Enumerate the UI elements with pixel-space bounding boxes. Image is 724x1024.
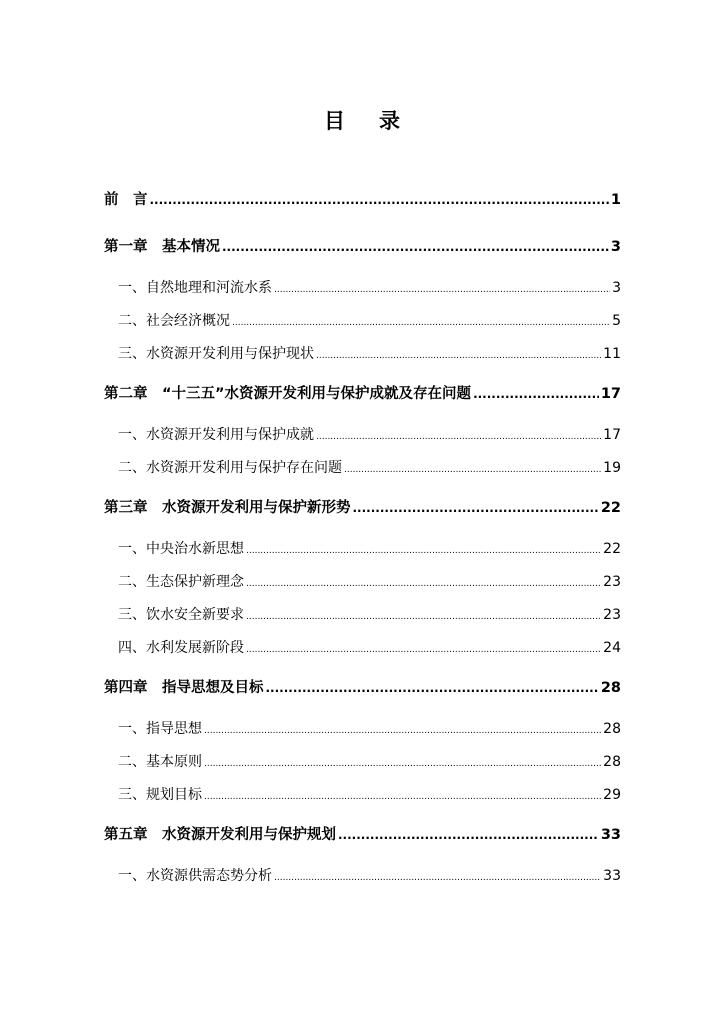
toc-entry-page: 17 xyxy=(603,427,621,443)
toc-entry-page: 24 xyxy=(603,640,621,656)
toc-entry-label: 二、生态保护新理念 xyxy=(118,574,244,590)
toc-entry-section-4-3[interactable] xyxy=(118,784,621,806)
toc-entry-chapter-1[interactable] xyxy=(104,236,621,258)
toc-entry-label: 第二章 “十三五”水资源开发利用与保护成就及存在问题 xyxy=(104,386,472,402)
toc-title-char-2: 录 xyxy=(379,109,400,133)
toc-entry-label: 三、饮水安全新要求 xyxy=(118,607,244,623)
toc-entry-label: 一、自然地理和河流水系 xyxy=(118,280,272,296)
toc-entry-label: 二、基本原则 xyxy=(118,754,202,770)
toc-title-char-1: 目 xyxy=(324,109,345,133)
toc-entry-section-1-1[interactable] xyxy=(118,277,621,299)
toc-entry-page: 22 xyxy=(600,500,621,516)
dot-leader xyxy=(204,786,601,808)
dot-leader xyxy=(246,540,601,562)
toc-entry-page: 28 xyxy=(600,680,621,696)
dot-leader xyxy=(353,497,599,519)
toc-entry-chapter-2[interactable] xyxy=(104,383,621,405)
toc-entry-section-3-4[interactable] xyxy=(118,637,621,659)
toc-entry-label: 三、规划目标 xyxy=(118,787,202,803)
dot-leader xyxy=(274,279,610,301)
toc-entry-label: 三、水资源开发利用与保护现状 xyxy=(118,346,314,362)
toc-entry-label: 第五章 水资源开发利用与保护规划 xyxy=(104,827,336,843)
toc-entry-label: 二、水资源开发利用与保护存在问题 xyxy=(118,460,342,476)
toc-entry-page: 33 xyxy=(603,868,621,884)
toc-entry-page: 1 xyxy=(610,192,621,208)
toc-entry-section-2-1[interactable] xyxy=(118,424,621,446)
toc-entry-page: 22 xyxy=(603,541,621,557)
toc-entry-chapter-4[interactable] xyxy=(104,677,621,699)
toc-entry-page: 17 xyxy=(600,386,621,402)
toc-entry-page: 19 xyxy=(603,460,621,476)
dot-leader xyxy=(473,383,599,405)
toc-entry-label: 二、社会经济概况 xyxy=(118,313,230,329)
toc-entry-section-3-2[interactable] xyxy=(118,571,621,593)
dot-leader xyxy=(246,639,601,661)
toc-entry-label: 一、中央治水新思想 xyxy=(118,541,244,557)
toc-entry-page: 29 xyxy=(603,787,621,803)
dot-leader xyxy=(246,573,601,595)
dot-leader xyxy=(316,426,601,448)
toc-entry-page: 11 xyxy=(603,346,621,362)
toc-entry-label: 一、水资源供需态势分析 xyxy=(118,868,272,884)
toc-entry-section-4-2[interactable] xyxy=(118,751,621,773)
toc-entry-label: 一、指导思想 xyxy=(118,721,202,737)
dot-leader xyxy=(246,606,601,628)
dot-leader xyxy=(150,189,609,211)
toc-entry-page: 23 xyxy=(603,574,621,590)
toc-entry-page: 3 xyxy=(612,280,621,296)
toc-entry-page: 3 xyxy=(610,239,621,255)
dot-leader xyxy=(232,312,610,334)
toc-entry-page: 28 xyxy=(603,754,621,770)
toc-entry-section-2-2[interactable] xyxy=(118,457,621,479)
toc-entry-label: 第一章 基本情况 xyxy=(104,239,220,255)
toc-entry-label: 前 言 xyxy=(104,192,148,208)
toc-entry-section-4-1[interactable] xyxy=(118,718,621,740)
toc-entry-label: 一、水资源开发利用与保护成就 xyxy=(118,427,314,443)
dot-leader xyxy=(316,345,601,367)
toc-entry-label: 第四章 指导思想及目标 xyxy=(104,680,264,696)
toc-entry-page: 5 xyxy=(612,313,621,329)
dot-leader xyxy=(204,720,601,742)
dot-leader xyxy=(344,459,601,481)
dot-leader xyxy=(204,753,601,775)
toc-entry-page: 23 xyxy=(603,607,621,623)
toc-entry-chapter-5[interactable] xyxy=(104,824,621,846)
toc-entry-label: 四、水利发展新阶段 xyxy=(118,640,244,656)
toc-entry-chapter-3[interactable] xyxy=(104,497,621,519)
toc-entry-section-5-1[interactable] xyxy=(118,865,621,887)
toc-entry-section-3-1[interactable] xyxy=(118,538,621,560)
toc-entry-section-1-3[interactable] xyxy=(118,343,621,365)
toc-entry-section-3-3[interactable] xyxy=(118,604,621,626)
dot-leader xyxy=(274,867,601,889)
dot-leader xyxy=(338,824,599,846)
toc-entry-page: 28 xyxy=(603,721,621,737)
dot-leader xyxy=(222,236,609,258)
toc-entry-page: 33 xyxy=(600,827,621,843)
toc-entry-label: 第三章 水资源开发利用与保护新形势 xyxy=(104,500,351,516)
toc-entry-section-1-2[interactable] xyxy=(118,310,621,332)
toc-entry-preface[interactable] xyxy=(104,189,621,211)
dot-leader xyxy=(266,677,599,699)
